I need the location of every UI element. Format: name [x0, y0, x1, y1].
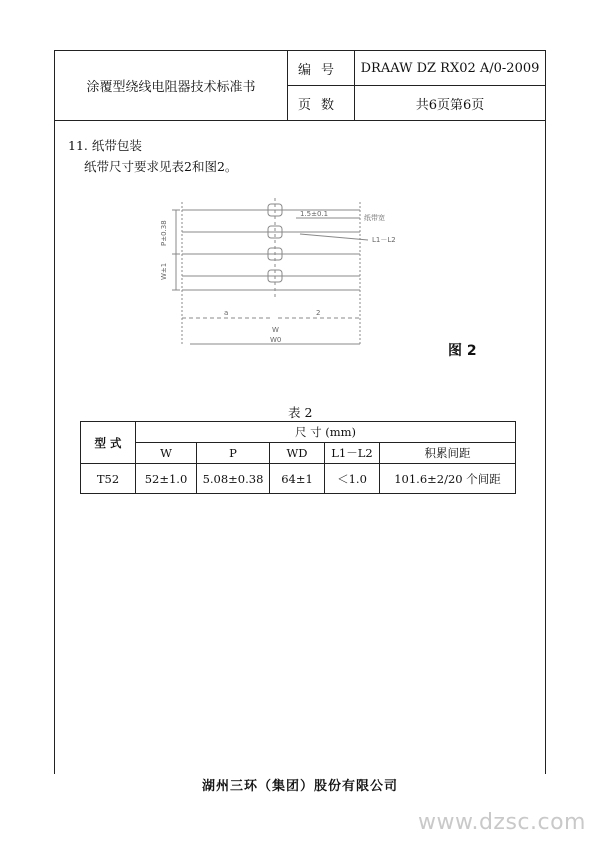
dim-tape-label: 纸带宽	[364, 214, 385, 222]
spec-table	[80, 421, 516, 494]
page-count: 共6页第6页	[355, 86, 546, 121]
tape-diagram	[160, 196, 400, 356]
dim-vert-2: W±1	[160, 262, 168, 280]
site-watermark: www.dzsc.com	[417, 810, 586, 835]
company-footer: 湖州三环（集团）股份有限公司	[201, 779, 398, 794]
document-title: 涂覆型绕线电阻器技术标准书	[55, 51, 288, 121]
number-label: 编号	[288, 51, 355, 86]
dim-horiz-left: a	[224, 309, 229, 317]
table-cell: T52	[81, 464, 136, 494]
section-heading: 11. 纸带包装	[68, 138, 142, 153]
document-number: DRAAW DZ RX02 A/0-2009	[355, 51, 546, 86]
dim-horiz-right: 2	[316, 309, 321, 317]
col-header: 积累间距	[380, 443, 516, 464]
col-header: W	[136, 443, 197, 464]
table-cell: 101.6±2/20 个间距	[380, 464, 516, 494]
document-header	[54, 50, 546, 121]
table-cell: 5.08±0.38	[197, 464, 270, 494]
dimension-header: 尺 寸 (mm)	[136, 422, 516, 443]
page-label: 页数	[288, 86, 355, 121]
dim-vert-1: P±0.38	[160, 220, 168, 246]
table-cell: 52±1.0	[136, 464, 197, 494]
col-header: P	[197, 443, 270, 464]
dim-w: W	[272, 326, 279, 334]
col-header: WD	[270, 443, 325, 464]
figure-label: 图 2	[448, 343, 477, 359]
type-header: 型 式	[81, 422, 136, 464]
table-row	[81, 464, 516, 494]
col-header: L1－L2	[325, 443, 380, 464]
dim-lead-spec: L1－L2	[372, 236, 396, 244]
table-cell: 64±1	[270, 464, 325, 494]
table-title: 表 2	[288, 405, 313, 420]
dim-wd: W0	[270, 336, 282, 344]
dim-tape-width: 1.5±0.1	[300, 210, 329, 218]
table-cell: ＜1.0	[325, 464, 380, 494]
section-text: 纸带尺寸要求见表2和图2。	[84, 159, 238, 174]
